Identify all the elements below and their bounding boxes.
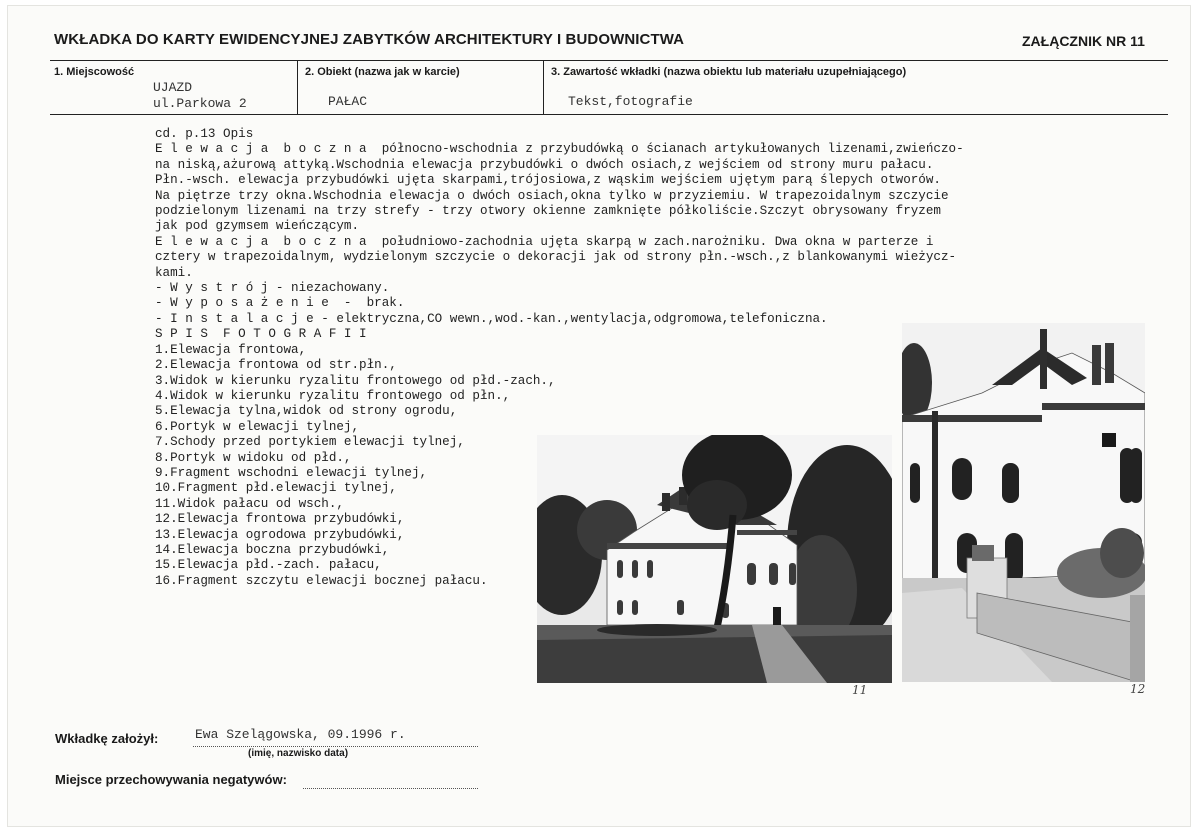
text-line: - I n s t a l a c j e - elektryczna,CO wewn.,wod.-kan.,wentylacja,odgromowa,telefoniczna.: [155, 311, 828, 326]
photo-list-item: 15.Elewacja płd.-zach. pałacu,: [155, 558, 382, 573]
text-line: - W y s t r ó j - niezachowany.: [155, 281, 390, 296]
photo-12-number: 12: [1130, 682, 1146, 696]
founded-by-line: [193, 746, 478, 747]
founded-by-hint: (imię, nazwisko data): [248, 748, 349, 759]
object-label: 2. Obiekt (nazwa jak w karcie): [305, 66, 460, 78]
content-label: 3. Zawartość wkładki (nazwa obiektu lub materiału uzupełniającego): [551, 66, 907, 78]
photo-11: [537, 435, 892, 683]
founded-by-label: Wkładkę założył:: [55, 731, 159, 746]
text-line: cztery w trapezoidalnym, wydzielonym szczycie o dekoracji jak od strony płn.-wsch.,z blankowanymi wieżycz-: [155, 250, 957, 265]
photo-list-item: 8.Portyk w widoku od płd.,: [155, 450, 352, 465]
text-line: jak pod gzymsem wieńczącym.: [155, 219, 360, 234]
text-line: Na piętrze trzy okna.Wschodnia elewacja o dwóch osiach,okna tylko w przyziemiu. W trapezoidalnym szczycie: [155, 188, 949, 203]
text-line: Płn.-wsch. elewacja przybudówki ujęta skarpami,trójosiowa,z wąskim wejściem ujętym parą ślepych otworów.: [155, 173, 941, 188]
section-heading-photos: S P I S F O T O G R A F I I: [155, 327, 367, 342]
document-page: [8, 6, 1190, 826]
form-title: WKŁADKA DO KARTY EWIDENCYJNEJ ZABYTKÓW ARCHITEKTURY I BUDOWNICTWA: [54, 31, 685, 48]
field-divider-2: [543, 60, 544, 114]
field-divider-1: [297, 60, 298, 114]
text-line: E l e w a c j a b o c z n a południowo-zachodnia ujęta skarpą w zach.narożniku. Dwa okna w parterze i: [155, 234, 934, 249]
text-line: E l e w a c j a b o c z n a północno-wschodnia z przybudówką o ścianach artykułowanych lizenami,zwieńczo-: [155, 142, 964, 157]
text-line: na niską,ażurową attyką.Wschodnia elewacja przybudówki o dwóch osiach,z wejściem od strony muru pałacu.: [155, 157, 934, 172]
photo-list-item: 14.Elewacja boczna przybudówki,: [155, 542, 390, 557]
header-rule-top: [50, 60, 1168, 61]
photo-list-item: 4.Widok w kierunku ryzalitu frontowego od płn.,: [155, 388, 511, 403]
negatives-location-line: [303, 788, 478, 789]
photo-list-item: 5.Elewacja tylna,widok od strony ogrodu,: [155, 404, 458, 419]
palace-corner-photo-image: [902, 323, 1145, 682]
photo-list-item: 7.Schody przed portykiem elewacji tylnej,: [155, 435, 465, 450]
text-line: kami.: [155, 265, 193, 280]
founded-by-value: Ewa Szelągowska, 09.1996 r.: [195, 727, 406, 742]
photo-list-item: 10.Fragment płd.elewacji tylnej,: [155, 481, 397, 496]
annex-number: ZAŁĄCZNIK NR 11: [1022, 33, 1145, 49]
locality-value-town: UJAZD: [153, 80, 193, 95]
content-value: Tekst,fotografie: [568, 94, 693, 109]
photo-list-item: 2.Elewacja frontowa od str.płn.,: [155, 358, 397, 373]
text-line: cd. p.13 Opis: [155, 127, 254, 141]
photo-12: [902, 323, 1145, 682]
locality-value-street: ul.Parkowa 2: [153, 96, 247, 111]
photo-list-item: 11.Widok pałacu od wsch.,: [155, 496, 344, 511]
negatives-location-label: Miejsce przechowywania negatywów:: [55, 772, 287, 787]
locality-label: 1. Miejscowość: [54, 66, 135, 78]
object-value: PAŁAC: [328, 94, 368, 109]
photo-list-item: 9.Fragment wschodni elewacji tylnej,: [155, 465, 428, 480]
photo-list-item: 6.Portyk w elewacji tylnej,: [155, 419, 360, 434]
photo-list-item: 16.Fragment szczytu elewacji bocznej pałacu.: [155, 573, 488, 588]
photo-list-item: 13.Elewacja ogrodowa przybudówki,: [155, 527, 405, 542]
text-line: podzielonym lizenami na trzy strefy - trzy otwory okienne zamknięte półkoliście.Szczyt obrysowany fryzem: [155, 204, 941, 219]
photo-list-item: 3.Widok w kierunku ryzalitu frontowego od płd.-zach.,: [155, 373, 556, 388]
photo-11-number: 11: [852, 683, 868, 697]
header-rule-bottom: [50, 114, 1168, 115]
photo-list-item: 1.Elewacja frontowa,: [155, 342, 307, 357]
photo-list-item: 12.Elewacja frontowa przybudówki,: [155, 512, 405, 527]
palace-photo-image: [537, 435, 892, 683]
text-line: - W y p o s a ż e n i e - brak.: [155, 296, 405, 311]
